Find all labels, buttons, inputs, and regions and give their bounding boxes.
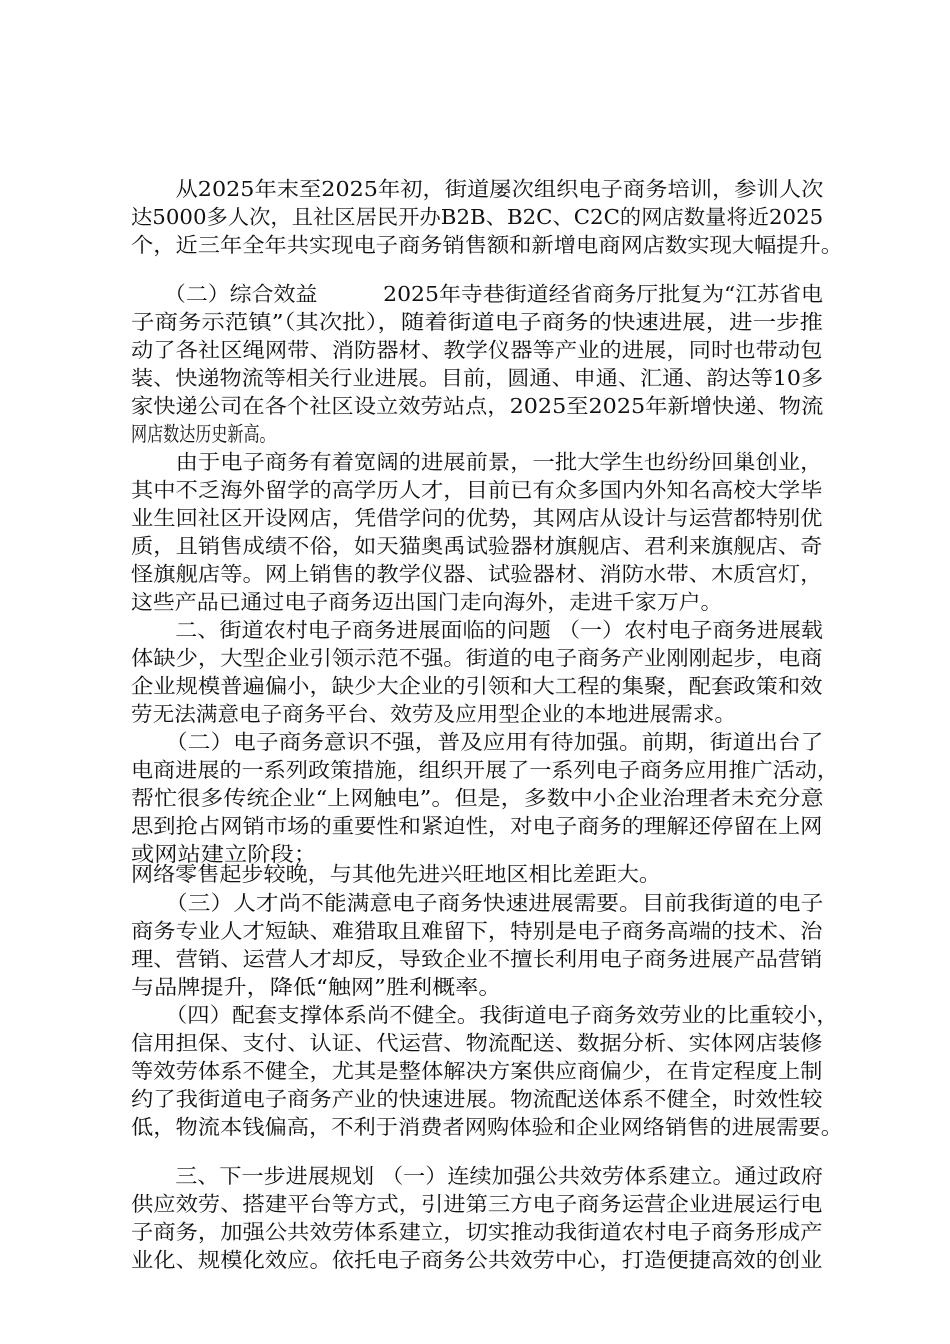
text-line: 供应效劳、搭建平台等方式，引进第三方电子商务运营企业进展运行电 [131,1192,823,1216]
text-line: 动了各社区绳网带、消防器材、教学仪器等产业的进展，同时也带动包 [131,338,823,362]
text-line: 从2025年末至2025年初，街道屡次组织电子商务培训，参训人次 [131,177,824,201]
text-line: 家快递公司在各个社区设立效劳站点，2025至2025年新增快递、物流 [131,394,824,418]
text-line: 子商务示范镇”（其次批），随着街道电子商务的快速进展，进一步推 [131,310,823,334]
text-line: （二）电子商务意识不强，普及应用有待加强。前期，街道出台了 [131,730,824,754]
text-line: 业化、规模化效应。依托电子商务公共效劳中心，打造便捷高效的创业 [131,1248,823,1272]
text-line: 等效劳体系不健全，尤其是整体解决方案供应商偏少，在肯定程度上制 [131,1059,823,1083]
text-line: 约了我街道电子商务产业的快速进展。物流配送体系不健全，时效性较 [131,1087,823,1111]
text-line: （四）配套支撑体系尚不健全。我街道电子商务效劳业的比重较小， [131,1003,839,1027]
text-line: 三、下一步进展规划 （一）连续加强公共效劳体系建立。通过政府 [131,1164,824,1188]
text-line: 网络零售起步较晚，与其他先进兴旺地区相比差距大。 [131,862,661,886]
text-line: （二）综合效益 2025年寺巷街道经省商务厅批复为“江苏省电 [131,282,823,306]
text-line: 质，且销售成绩不俗，如天猫奥禹试验器材旗舰店、君利来旗舰店、奇 [131,534,823,558]
text-line: 业生回社区开设网店，凭借学问的优势，其网店从设计与运营都特别优 [131,506,823,530]
text-line: 其中不乏海外留学的高学历人才，目前已有众多国内外知名高校大学毕 [131,478,823,502]
text-line: 由于电子商务有着宽阔的进展前景，一批大学生也纷纷回巢创业， [131,450,823,474]
text-line: 电商进展的一系列政策措施，组织开展了一系列电子商务应用推广活动， [131,758,840,782]
text-line: 或网站建立阶段； [131,842,317,866]
text-line: 个，近三年全年共实现电子商务销售额和新增电商网店数实现大幅提升。 [131,233,844,257]
text-line: 这些产品已通过电子商务迈出国门走向海外，走进千家万户。 [131,590,723,614]
text-line: 低，物流本钱偏高，不利于消费者网购体验和企业网络销售的进展需要。 [131,1115,844,1139]
text-line: （三）人才尚不能满意电子商务快速进展需要。目前我街道的电子 [131,891,824,915]
text-line: 达5000多人次，且社区居民开办B2B、B2C、C2C的网店数量将近2025 [131,205,824,229]
text-line: 与品牌提升，降低“触网”胜利概率。 [131,975,502,999]
text-line: 信用担保、支付、认证、代运营、物流配送、数据分析、实体网店装修 [131,1031,823,1055]
text-line: 装、快递物流等相关行业进展。目前，圆通、申通、汇通、韵达等10多 [131,366,824,390]
text-line: 商务专业人才短缺、难猎取且难留下，特别是电子商务高端的技术、治 [131,919,823,943]
text-line: 企业规模普遍偏小，缺少大企业的引领和大工程的集聚，配套政策和效 [131,674,823,698]
text-line: 二、街道农村电子商务进展面临的问题 （一）农村电子商务进展载 [131,618,824,642]
text-line: 体缺少，大型企业引领示范不强。街道的电子商务产业刚刚起步，电商 [131,646,823,670]
text-line: 网店数达历史新高。 [131,422,276,446]
text-line: 思到抢占网销市场的重要性和紧迫性，对电子商务的理解还停留在上网 [131,814,823,838]
text-line: 劳无法满意电子商务平台、效劳及应用型企业的本地进展需求。 [131,702,736,726]
text-line: 理、营销、运营人才却反，导致企业不擅长利用电子商务进展产品营销 [131,947,823,971]
text-line: 子商务，加强公共效劳体系建立，切实推动我街道农村电子商务形成产 [131,1220,823,1244]
text-line: 怪旗舰店等。网上销售的教学仪器、试验器材、消防水带、木质宫灯， [131,562,823,586]
text-line: 帮忙很多传统企业“上网触电”。但是，多数中小企业治理者未充分意 [131,786,824,810]
